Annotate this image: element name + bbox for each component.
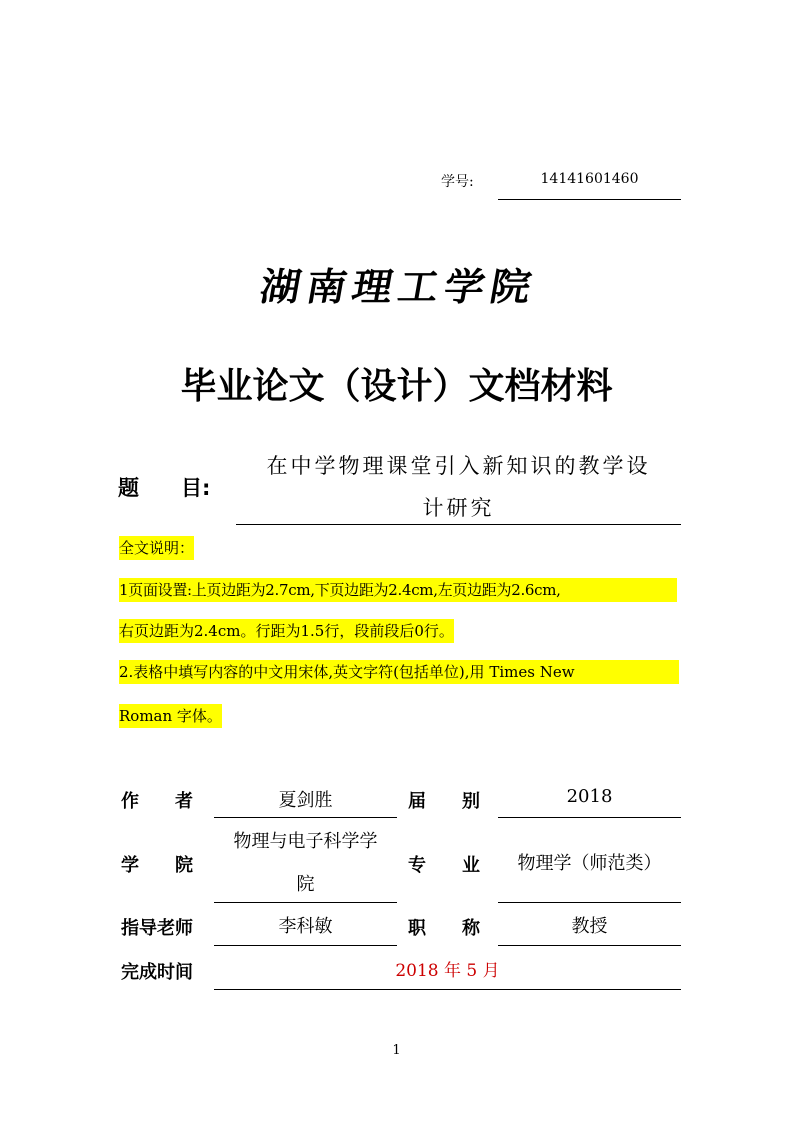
document-title: 毕业论文（设计）文档材料 (180, 366, 613, 407)
year-value: 2018 (566, 786, 613, 807)
university-logo (258, 256, 534, 308)
topic-label: 题 目: (118, 476, 211, 500)
date-underline (214, 989, 681, 990)
logo-char: 湖 (256, 265, 305, 310)
student-id-value: 14141601460 (540, 171, 639, 187)
advisor-underline (214, 945, 397, 946)
topic-line-1: 在中学物理课堂引入新知识的教学设 (266, 454, 651, 478)
logo-char: 南 (302, 265, 351, 310)
student-id-label: 学号: (441, 174, 474, 190)
topic-underline (236, 524, 681, 525)
page-number: 1 (392, 1043, 401, 1058)
advisor-value: 李科敏 (278, 916, 333, 937)
college-underline (214, 902, 397, 903)
title-label: 职 称 (408, 918, 480, 939)
major-value: 物理学（师范类） (517, 853, 662, 874)
author-value: 夏剑胜 (278, 790, 333, 811)
logo-char: 院 (486, 265, 535, 310)
college-label: 学 院 (121, 855, 193, 876)
logo-char: 理 (348, 265, 397, 310)
logo-char: 学 (440, 265, 489, 310)
major-label: 专 业 (408, 855, 480, 876)
title-value: 教授 (571, 916, 608, 937)
notes-heading: 全文说明： (119, 536, 194, 560)
advisor-label: 指导老师 (121, 918, 193, 939)
notes-line-3: 2.表格中填写内容的中文用宋体,英文字符(包括单位),用 Times New (119, 660, 679, 684)
college-value-line-1: 物理与电子科学学 (233, 831, 378, 852)
notes-line-1: 1页面设置:上页边距为2.7cm,下页边距为2.4cm,左页边距为2.6cm, (119, 578, 677, 602)
college-value-line-2: 院 (296, 874, 315, 895)
student-id-underline (498, 199, 681, 200)
notes-line-2: 右页边距为2.4cm。行距为1.5行，段前段后0行。 (119, 619, 454, 643)
author-label: 作 者 (121, 791, 193, 812)
date-value: 2018 年 5 月 (395, 961, 500, 981)
topic-line-2: 计研究 (422, 496, 495, 520)
year-label: 届 别 (408, 791, 480, 812)
date-label: 完成时间 (121, 962, 193, 983)
title-underline (498, 945, 681, 946)
major-underline (498, 902, 681, 903)
logo-char: 工 (394, 265, 443, 310)
notes-line-4: Roman 字体。 (119, 704, 222, 728)
author-underline (214, 817, 397, 818)
year-underline (498, 817, 681, 818)
